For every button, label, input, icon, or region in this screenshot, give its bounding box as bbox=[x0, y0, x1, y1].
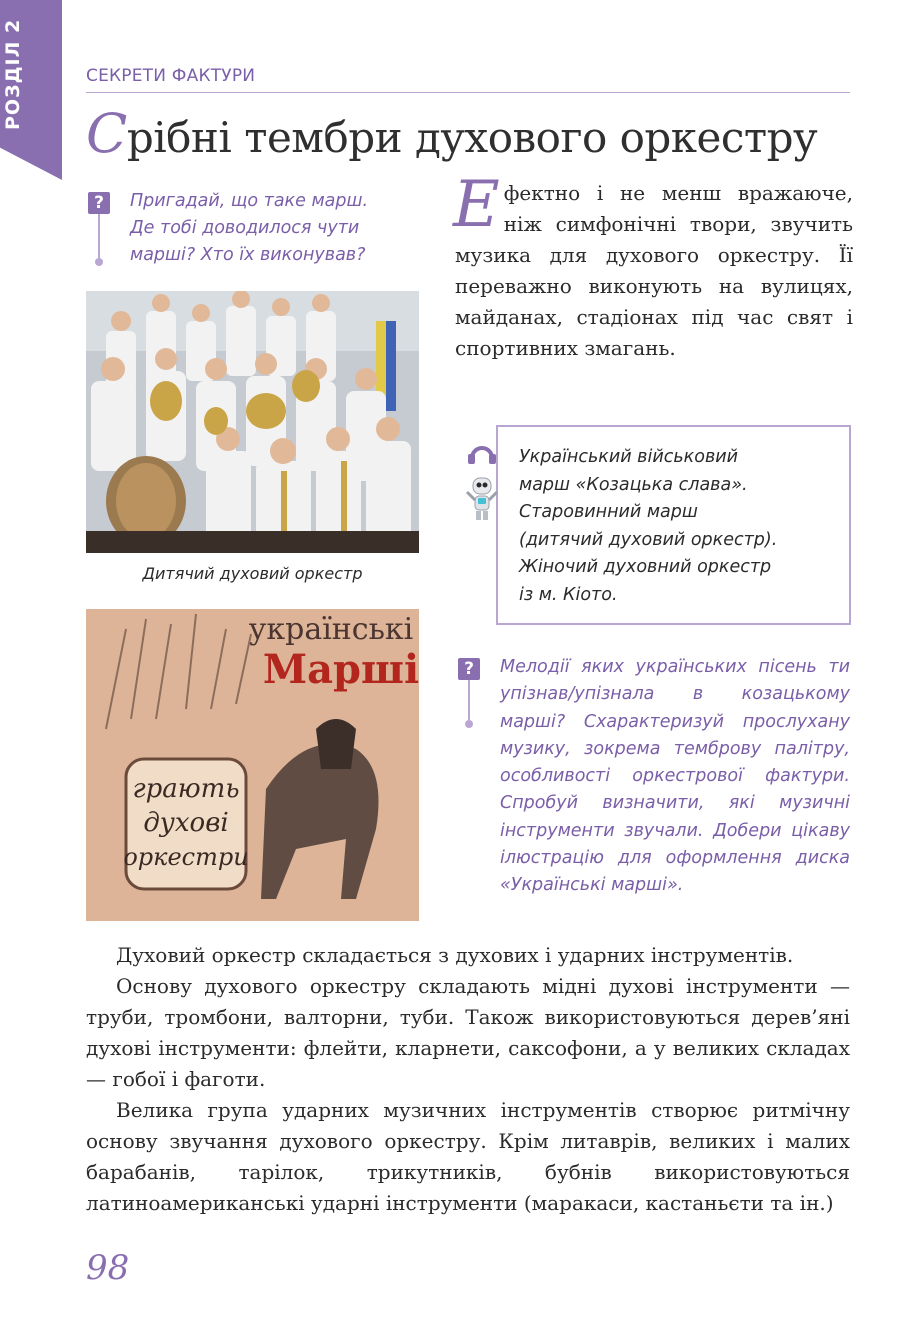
question-1-line: Де тобі доводилося чути bbox=[130, 218, 360, 238]
page-title bbox=[86, 102, 817, 165]
drop-cap: Е bbox=[453, 168, 500, 242]
question-connector-line bbox=[468, 680, 470, 720]
listening-list bbox=[519, 444, 837, 609]
main-text bbox=[86, 940, 850, 1219]
listening-item: Жіночий духовний оркестр bbox=[519, 557, 772, 577]
brass-band-illustration bbox=[86, 291, 419, 553]
listening-item: Український військовий bbox=[519, 447, 739, 467]
album-cover-image bbox=[86, 609, 419, 921]
album-cover-illustration bbox=[86, 609, 419, 921]
chapter-tab-label: РОЗДІЛ 2 bbox=[2, 18, 24, 130]
question-mark-icon: ? bbox=[458, 658, 480, 680]
question-mark-icon: ? bbox=[88, 192, 110, 214]
listening-item: марш «Козацька слава». bbox=[519, 474, 748, 495]
album-cover-word: оркестри bbox=[123, 843, 249, 871]
album-cover-top-word: українські bbox=[248, 612, 414, 647]
listening-item: (дитячий духовий оркестр). bbox=[519, 529, 778, 550]
question-1-line: Пригадай, що таке марш. bbox=[130, 191, 369, 211]
paragraph: Духовий оркестр складається з духових і ударних інструментів. bbox=[116, 943, 794, 967]
listening-item: Старовинний марш bbox=[519, 502, 698, 522]
album-cover-title-word: Марші bbox=[262, 646, 419, 693]
paragraph: Велика група ударних музичних інструментів створює ритмічну основу звучання духового оркестру. Крім литаврів, великих і малих барабанів, тарілок, трикутників, бубнів використовуються латиноамериканські ударні інструменти (маракаси, кастаньєти та ін.) bbox=[86, 1098, 850, 1215]
title-text: рібні тембри духового оркестру bbox=[126, 113, 818, 162]
question-connector-dot bbox=[465, 720, 473, 728]
title-initial: С bbox=[86, 102, 127, 165]
robot-headphones-icon bbox=[462, 440, 502, 524]
question-2: Мелодії яких українських пісень ти упізнав/упізнала в козацькому марші? Схарактеризуй прослухану музику, зокрема темброву палітру, особливості оркестрової фактури. Спробуй визначити, які музичні інструменти звучали. Добери цікаву ілюстрацію для оформлення диска «Українські марші». bbox=[500, 657, 850, 896]
question-1 bbox=[130, 188, 420, 269]
album-cover-word: духові bbox=[143, 808, 229, 838]
photo-caption: Дитячий духовий оркестр bbox=[142, 564, 363, 583]
listening-item: із м. Кіото. bbox=[519, 584, 618, 605]
intro-paragraph bbox=[453, 168, 853, 364]
album-cover-word: грають bbox=[132, 774, 240, 804]
section-divider bbox=[86, 92, 850, 93]
question-1-line: марші? Хто їх виконував? bbox=[130, 245, 366, 265]
paragraph: Основу духового оркестру складають мідні духові інструменти — труби, тромбони, валторни, туби. Також використовуються дерев’яні духові інструменти: флейти, кларнети, саксофони, а у великих складах — гобої і фаготи. bbox=[86, 974, 850, 1091]
page-number: 98 bbox=[86, 1248, 130, 1288]
question-connector-dot bbox=[95, 258, 103, 266]
section-label: СЕКРЕТИ ФАКТУРИ bbox=[86, 66, 256, 86]
question-connector-line bbox=[98, 214, 100, 258]
intro-text: фектно і не менш вражаюче, ніж симфонічні твори, звучить музика для духового оркестру. Її переважно виконують на вулицях, майданах, стадіонах під час свят і спортивних змагань. bbox=[455, 181, 853, 360]
brass-band-photo bbox=[86, 291, 419, 553]
